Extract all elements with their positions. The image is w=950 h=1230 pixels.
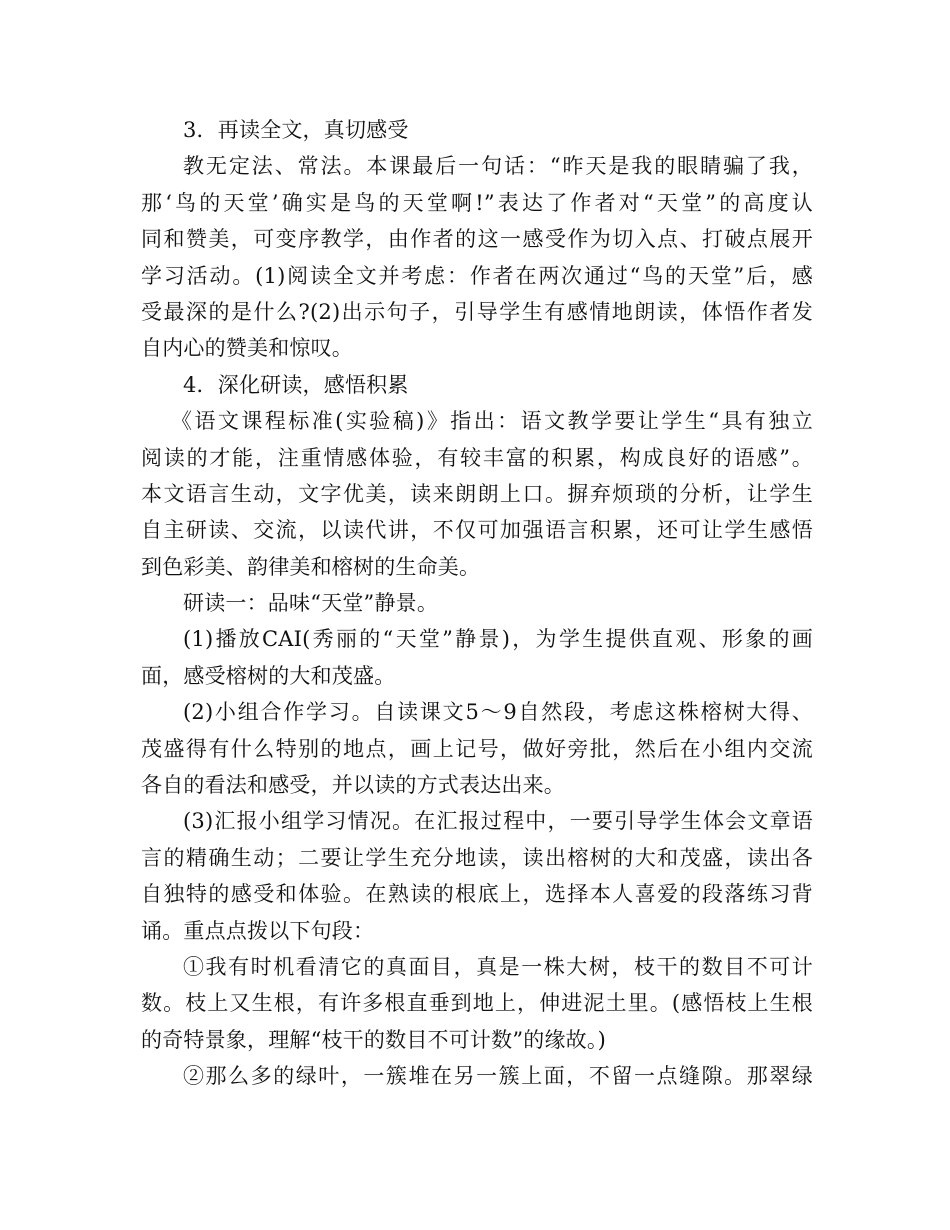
paragraph-line: 那‘鸟的天堂’确实是鸟的天堂啊!”表达了作者对“天堂”的高度认 [141,190,813,215]
paragraph-line: 《语文课程标准(实验稿)》指出：语文教学要让学生“具有独立 [171,409,813,434]
paragraph-line: 本文语言生动，文字优美，读来朗朗上口。摒弃烦琐的分析，让学生 [141,481,813,506]
paragraph-line: 同和赞美，可变序教学，由作者的这一感受作为切入点、打破点展开 [141,227,813,252]
paragraph-line: 到色彩美、韵律美和榕树的生命美。 [141,554,481,579]
paragraph-line: 自内心的赞美和惊叹。 [141,336,353,361]
paragraph-line: 数。枝上又生根，有许多根直垂到地上，伸进泥土里。(感悟枝上生根 [141,991,813,1016]
paragraph-line: 受最深的是什么?(2)出示句子，引导学生有感情地朗读，体悟作者发 [141,299,813,324]
paragraph-line: 阅读的才能，注重情感体验，有较丰富的积累，构成良好的语感”。 [141,445,813,470]
paragraph-line: 教无定法、常法。本课最后一句话：“昨天是我的眼睛骗了我， [183,154,813,179]
paragraph-line: 各自的看法和感受，并以读的方式表达出来。 [141,773,565,798]
paragraph-line: (1)播放CAI(秀丽的“天堂”静景)，为学生提供直观、形象的画 [183,627,813,652]
paragraph-line: ②那么多的绿叶，一簇堆在另一簇上面，不留一点缝隙。那翠绿 [183,1064,813,1089]
section-heading: 4．深化研读，感悟积累 [183,372,409,397]
paragraph-line: 学习活动。(1)阅读全文并考虑：作者在两次通过“鸟的天堂”后，感 [141,263,813,288]
paragraph-line: 面，感受榕树的大和茂盛。 [141,663,396,688]
paragraph-line: (2)小组合作学习。自读课文5～9自然段，考虑这株榕树大得、 [183,700,813,725]
paragraph-line: (3)汇报小组学习情况。在汇报过程中，一要引导学生体会文章语 [183,809,813,834]
section-heading: 3．再读全文，真切感受 [183,118,409,142]
paragraph-line: 的奇特景象，理解“枝干的数目不可计数”的缘故。) [141,1027,606,1052]
paragraph-line: 诵。重点点拨以下句段： [141,918,375,943]
paragraph-line: 茂盛得有什么特别的地点，画上记号，做好旁批，然后在小组内交流 [141,736,813,761]
document-page [141,112,813,1095]
paragraph-line: 言的精确生动；二要让学生充分地读，读出榕树的大和茂盛，读出各 [141,845,813,870]
paragraph-line: 自主研读、交流，以读代讲，不仅可加强语言积累，还可让学生感悟 [141,518,813,543]
paragraph-line: 研读一：品味“天堂”静景。 [183,591,439,616]
paragraph-line: 自独特的感受和体验。在熟读的根底上，选择本人喜爱的段落练习背 [141,882,813,907]
paragraph-line: ①我有时机看清它的真面目，真是一株大树，枝干的数目不可计 [183,954,813,979]
